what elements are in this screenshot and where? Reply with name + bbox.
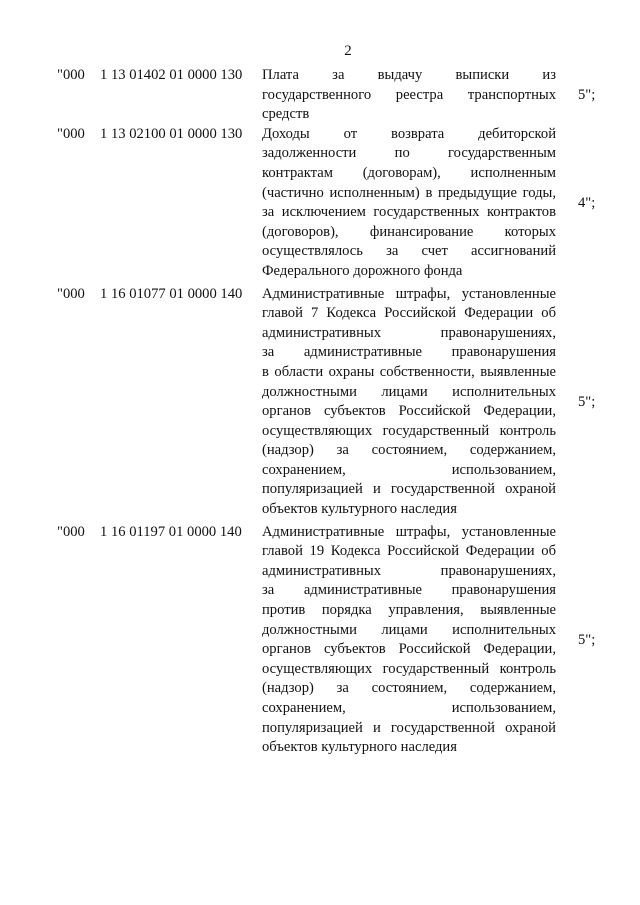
description-line: органов субъектов Российской Федерации,	[262, 641, 556, 658]
budget-code: 1 13 01402 01 0000 130	[100, 67, 243, 83]
description-line: (надзор) за состоянием, содержанием,	[262, 442, 556, 459]
table-row	[0, 125, 640, 282]
description-line: популяризацией и государственной охраной	[262, 481, 556, 498]
description-line: осуществлялось за счет ассигнований	[262, 243, 556, 260]
description-line: против порядка управления, выявленные	[262, 602, 556, 619]
page-number: 2	[344, 43, 352, 59]
description-line: за административные правонарушения	[262, 582, 556, 599]
row-prefix: "000	[57, 125, 85, 142]
standard-value: 4";	[578, 194, 596, 211]
description-line: Федерального дорожного фонда	[262, 262, 463, 279]
row-prefix: "000	[57, 523, 85, 540]
row-prefix: "000	[57, 285, 85, 302]
table-row	[0, 66, 640, 125]
description-line: задолженности по государственным	[262, 145, 556, 162]
description-line: сохранением, использованием,	[262, 461, 556, 478]
description-line: за исключением государственных контрактов	[262, 204, 556, 221]
standard-value: 5";	[578, 393, 596, 410]
standard-value: 5";	[578, 631, 596, 648]
description-line: осуществляющих государственный контроль	[262, 660, 556, 677]
budget-code-table	[0, 66, 640, 761]
description-line: объектов культурного наследия	[262, 739, 457, 756]
description-line: главой 19 Кодекса Российской Федерации об	[262, 543, 556, 560]
description-line: должностными лицами исполнительных	[262, 383, 556, 400]
description-line: административных правонарушениях,	[262, 562, 556, 579]
income-description	[262, 66, 556, 125]
income-description	[262, 523, 556, 758]
row-prefix: "000	[57, 67, 85, 83]
description-line: контрактам (договорам), исполненным	[262, 164, 556, 181]
description-line: (надзор) за состоянием, содержанием,	[262, 680, 556, 697]
standard-value: 5";	[578, 86, 596, 103]
description-line: должностными лицами исполнительных	[262, 621, 556, 638]
description-line: средств	[262, 106, 310, 123]
description-line: Административные штрафы, установленные	[262, 523, 556, 540]
description-line: органов субъектов Российской Федерации,	[262, 403, 556, 420]
description-line: государственного реестра транспортных	[262, 86, 556, 103]
description-line: Доходы от возврата дебиторской	[262, 125, 556, 142]
description-line: осуществляющих государственный контроль	[262, 422, 556, 439]
description-line: Административные штрафы, установленные	[262, 285, 556, 302]
budget-code: 1 16 01077 01 0000 140	[100, 285, 243, 302]
description-line: (частично исполненным) в предыдущие годы,	[262, 184, 556, 201]
description-line: сохранением, использованием,	[262, 700, 556, 716]
description-line: объектов культурного наследия	[262, 501, 457, 518]
income-description	[262, 125, 556, 282]
description-line: популяризацией и государственной охраной	[262, 719, 556, 736]
table-row	[0, 285, 640, 520]
table-row	[0, 523, 640, 758]
budget-code: 1 16 01197 01 0000 140	[100, 523, 242, 540]
income-description	[262, 285, 556, 520]
budget-code: 1 13 02100 01 0000 130	[100, 125, 243, 142]
description-line: (договоров), финансирование которых	[262, 223, 556, 240]
description-line: за административные правонарушения	[262, 344, 556, 361]
description-line: главой 7 Кодекса Российской Федерации об	[262, 305, 556, 322]
description-line: в области охраны собственности, выявленные	[262, 363, 556, 380]
description-line: Плата за выдачу выписки из	[262, 67, 556, 83]
description-line: административных правонарушениях,	[262, 324, 556, 341]
